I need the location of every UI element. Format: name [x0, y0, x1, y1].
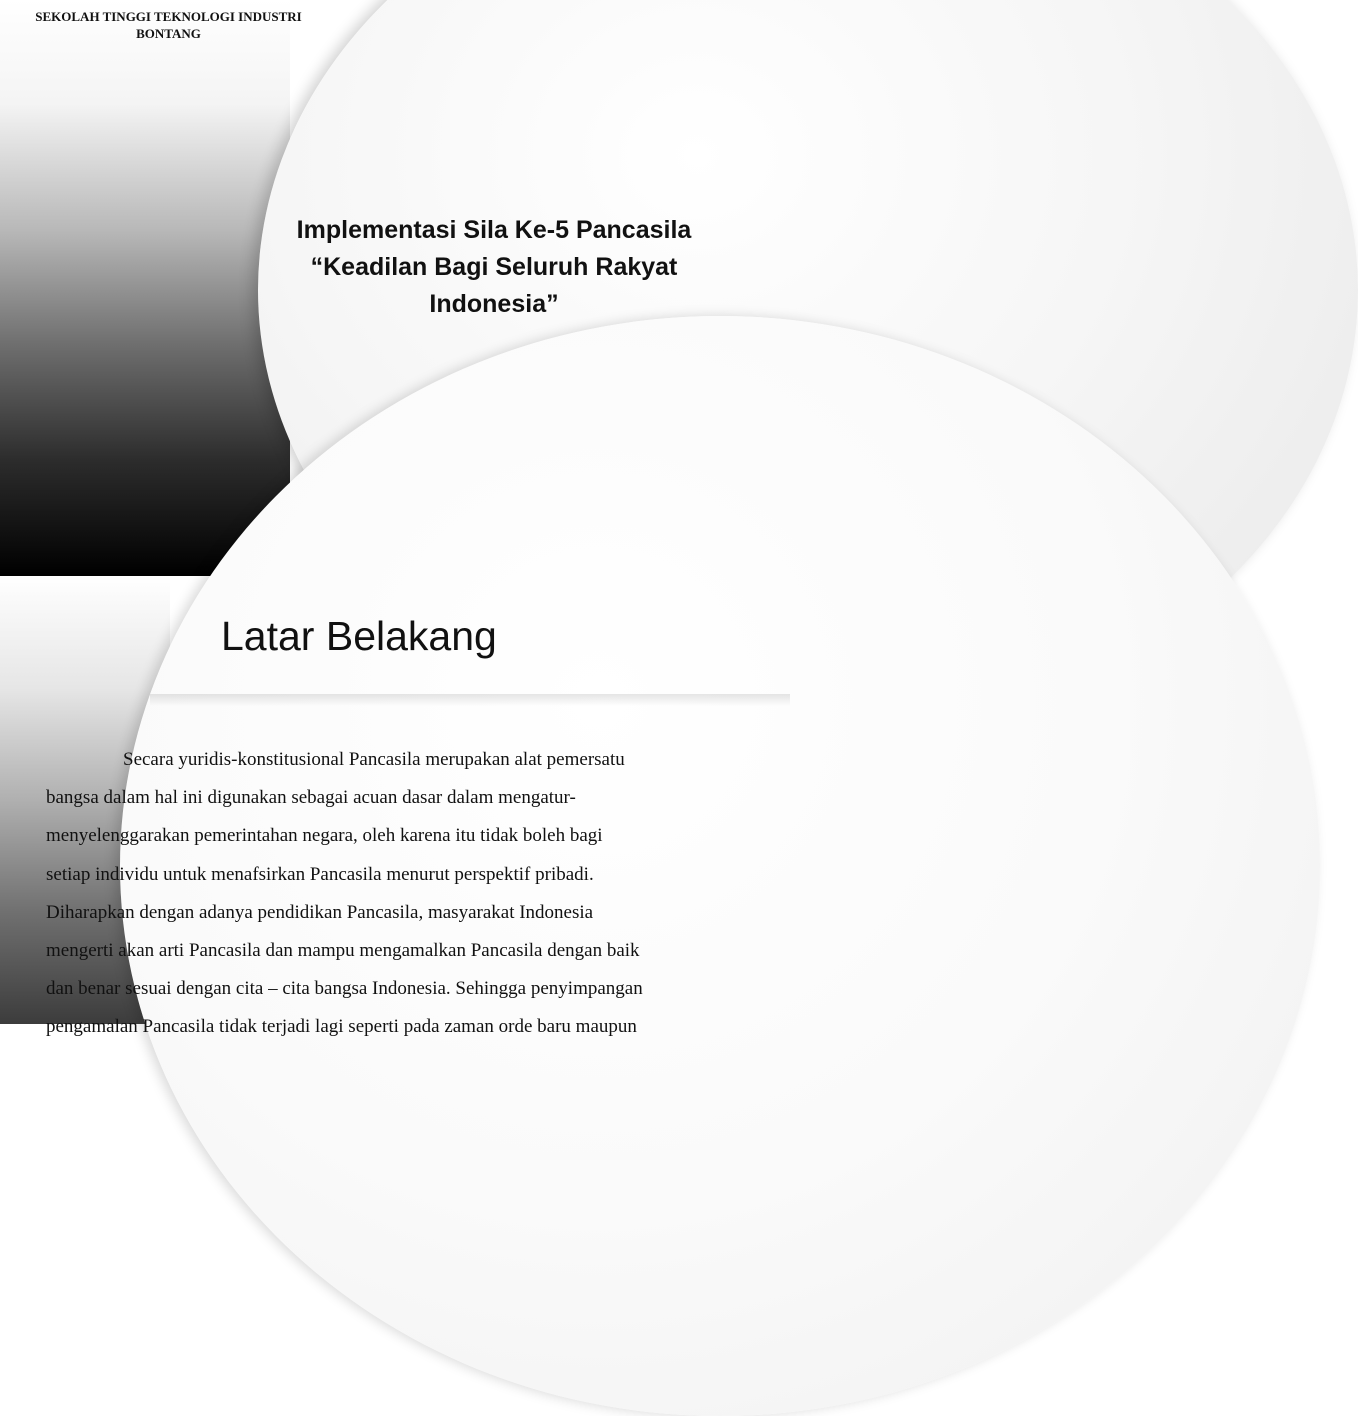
- school-name-line1: SEKOLAH TINGGI TEKNOLOGI INDUSTRI: [35, 9, 302, 24]
- school-name: [6, 8, 331, 42]
- title-line2: “Keadilan Bagi Seluruh Rakyat: [310, 253, 678, 281]
- title-line3: Indonesia”: [429, 290, 559, 318]
- presentation-title: [244, 212, 744, 323]
- body-line: pengamalan Pancasila tidak terjadi lagi seperti pada zaman orde baru maupun: [46, 1016, 637, 1038]
- body-text: [46, 741, 746, 1047]
- body-line: Diharapkan dengan adanya pendidikan Pancasila, masyarakat Indonesia: [46, 901, 594, 923]
- body-line: menyelenggarakan pemerintahan negara, oleh karena itu tidak boleh bagi: [46, 825, 603, 847]
- title-divider-shadow: [150, 694, 790, 706]
- body-line: setiap individu untuk menafsirkan Pancasila menurut perspektif pribadi.: [46, 863, 594, 885]
- body-line: dan benar sesuai dengan cita – cita bangsa Indonesia. Sehingga penyimpangan: [46, 978, 643, 1000]
- body-line: mengerti akan arti Pancasila dan mampu mengamalkan Pancasila dengan baik: [46, 940, 640, 962]
- slide-heading: Latar Belakang: [221, 613, 497, 659]
- body-line: Secara yuridis-konstitusional Pancasila merupakan alat pemersatu: [123, 749, 625, 770]
- title-line1: Implementasi Sila Ke-5 Pancasila: [296, 216, 692, 244]
- body-line: bangsa dalam hal ini digunakan sebagai acuan dasar dalam mengatur-: [46, 787, 576, 809]
- school-name-line2: BONTANG: [136, 26, 201, 41]
- slide-background-section: [0, 576, 768, 1038]
